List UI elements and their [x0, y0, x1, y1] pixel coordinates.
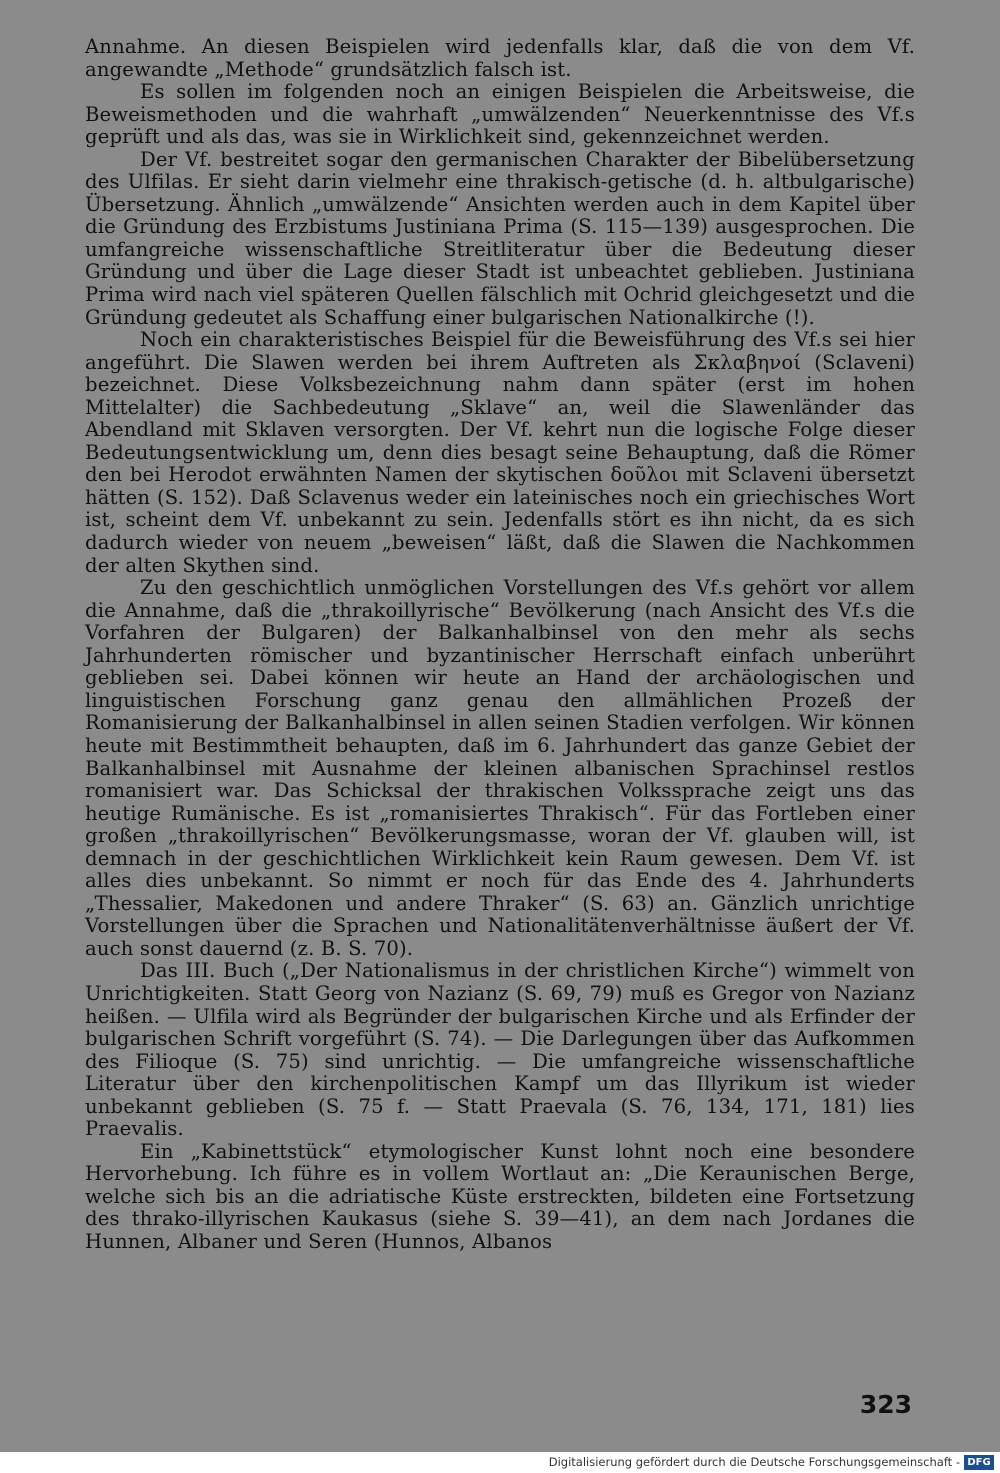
paragraph-6: Das III. Buch („Der Nationalismus in der christlichen Kirche“) wimmelt von Unrichtigkeiten. Statt Georg von Nazianz (S. 69, 79) muß es Gregor von Nazianz heißen. — Ulfila wird als Begründer der bulgarischen Kirche und als Erfinder der bulgarischen Schrift vorgeführt (S. 74). — Die Darlegungen über das Aufkommen des Filioque (S. 75) sind unrichtig. — Die umfangreiche wissenschaftliche Literatur über den kirchenpolitischen Kampf um das Illyrikum ist wieder unbekannt geblieben (S. 75 f. — Statt Praevala (S. 76, 134, 171, 181) lies Praevalis. — [85, 959, 915, 1141]
dfg-logo-icon: DFG — [964, 1455, 994, 1470]
paragraph-4: Noch ein charakteristisches Beispiel für die Beweisführung des Vf.s sei hier angeführt. Die Slawen werden bei ihrem Auftreten als Σκλαβηνοί (Sclaveni) bezeichnet. Diese Volksbezeichnung nahm dann später (erst im hohen Mittelalter) die Sachbedeutung „Sklave“ an, weil die Slawenländer das Abendland mit Sklaven versorgten. Der Vf. kehrt nun die logische Folge dieser Bedeutungsentwicklung um, denn dies besagt seine Behauptung, daß die Römer den bei Herodot erwähnten Namen der skytischen δοῦλοι mit Sclaveni übersetzt hätten (S. 152). Daß Sclavenus weder ein lateinisches noch ein griechisches Wort ist, scheint dem Vf. unbekannt zu sein. Jedenfalls stört es ihn nicht, da es sich dadurch wieder von neuem „beweisen“ läßt, daß die Slawen die Nachkommen der alten Skythen sind. — [85, 328, 915, 577]
footer-credit: Digitalisierung gefördert durch die Deutsche Forschungsgemeinschaft - — [548, 1455, 960, 1469]
paragraph-7: Ein „Kabinettstück“ etymologischer Kunst lohnt noch eine besondere Hervorhebung. Ich führe es in vollem Wortlaut an: „Die Keraunischen Berge, welche sich bis an die adriatische Küste erstreckten, bildeten eine Fortsetzung des thrako-illyrischen Kaukasus (siehe S. 39—41), an dem nach Jordanes die Hunnen, Albaner und Seren (Hunnos, Albanos — [85, 1139, 915, 1253]
digitization-footer — [0, 1452, 1000, 1473]
body-text — [85, 36, 915, 1254]
page-number: 323 — [859, 1390, 912, 1419]
paragraph-5: Zu den geschichtlich unmöglichen Vorstellungen des Vf.s gehört vor allem die Annahme, daß die „thrakoillyrische“ Bevölkerung (nach Ansicht des Vf.s die Vorfahren der Bulgaren) der Balkanhalbinsel von den mehr als sechs Jahrhunderten römischer und byzantinischer Herrschaft einfach unberührt geblieben sei. Dabei können wir heute an Hand der archäologischen und linguistischen Forschung ganz genau den allmählichen Prozeß der Romanisierung der Balkanhalbinsel in allen seinen Stadien verfolgen. Wir können heute mit Bestimmtheit behaupten, daß im 6. Jahrhundert das ganze Gebiet der Balkanhalbinsel mit Ausnahme der kleinen albanischen Sprachinsel restlos romanisiert war. Das Schicksal der thrakischen Volkssprache zeigt uns das heutige Rumänische. Es ist „romanisiertes Thrakisch“. Für das Fortleben einer großen „thrakoillyrischen“ Bevölkerungsmasse, woran der Vf. glauben will, ist demnach in der geschichtlichen Wirklichkeit kein Raum gewesen. Dem Vf. ist alles dies unbekannt. So nimmt er noch für das Ende des 4. Jahrhunderts „Thessalier, Makedonen und andere Thraker“ (S. 63) an. Gänzlich unrichtige Vorstellungen über die Sprachen und Nationalitätenverhältnisse äußert der Vf. auch sonst dauernd (z. B. S. 70). — [85, 576, 915, 960]
paragraph-1: Annahme. An diesen Beispielen wird jedenfalls klar, daß die von dem Vf. angewandte „Methode“ grundsätzlich falsch ist. — [85, 35, 915, 81]
paragraph-3: Der Vf. bestreitet sogar den germanischen Charakter der Bibelübersetzung des Ulfilas. Er sieht darin vielmehr eine thrakisch-getische (d. h. altbulgarische) Übersetzung. Ähnlich „umwälzende“ Ansichten werden auch in dem Kapitel über die Gründung des Erzbistums Justiniana Prima (S. 115—139) ausgesprochen. Die umfangreiche wissenschaftliche Streitliteratur über die Bedeutung dieser Gründung und über die Lage dieser Stadt ist unbeachtet geblieben. Justiniana Prima wird nach viel späteren Quellen fälschlich mit Ochrid gleichgesetzt und die Gründung gedeutet als Schaffung einer bulgarischen Nationalkirche (!). — [85, 147, 915, 329]
paragraph-2: Es sollen im folgenden noch an einigen Beispielen die Arbeitsweise, die Beweismethoden und die wahrhaft „umwälzenden“ Neuerkenntnisse des Vf.s geprüft und als das, was sie in Wirklichkeit sind, gekennzeichnet werden. — [85, 80, 915, 149]
